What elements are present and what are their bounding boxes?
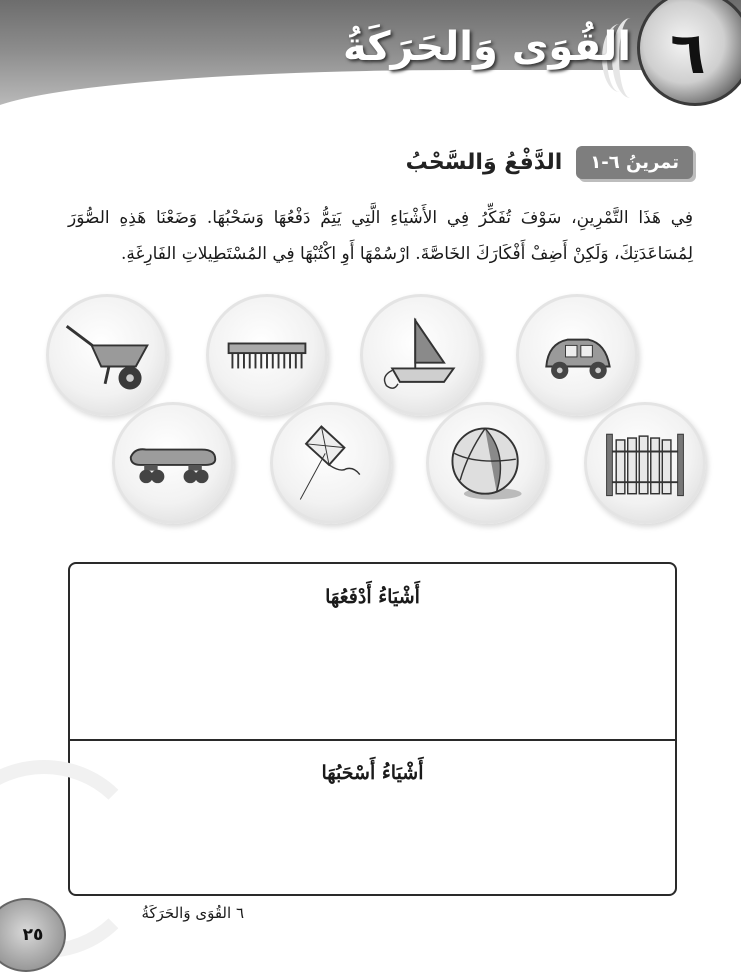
brush-icon [219, 307, 315, 403]
picture-car [516, 294, 638, 416]
exercise-tag: تمرينُ ٦-١ [576, 146, 693, 179]
gate-icon [597, 415, 693, 511]
push-section-label: أَشْيَاءُ أَدْفَعُهَا [325, 586, 420, 608]
wheelbarrow-icon [59, 307, 155, 403]
table-divider [70, 739, 675, 741]
page-number: ٢٥ [22, 925, 44, 945]
sailboat-icon [373, 307, 469, 403]
instructions-text: فِي هَذَا التَّمْرِينِ، سَوْفَ تُفَكِّرُ فِي الأَشْيَاءِ الَّتِي يَتِمُّ دَفْعُهَا وَسَحْبُهَا. وَضَعْنَا هَذِهِ الصُّوَرَ لِمُسَاعَدَتِكَ، وَلَكِنْ أَضِفْ أَفْكَارَكَ الخَاصَّةَ. ارْسُمْهَا أَوِ اكْتُبْهَا فِي المُسْتَطِيلاتِ الفَارِغَةِ. [68, 208, 693, 264]
picture-kite [270, 402, 392, 524]
chapter-number: ٦ [670, 19, 706, 87]
exercise-heading [406, 142, 693, 182]
footer-chapter-ref: ٦ القُوَى وَالحَرَكَةُ [141, 904, 244, 922]
ball-icon [439, 415, 535, 511]
pull-section-label: أَشْيَاءُ أَسْحَبُهَا [321, 762, 424, 784]
picture-gate [584, 402, 706, 524]
picture-grid [0, 290, 741, 530]
skateboard-icon [125, 415, 221, 511]
push-pull-table [68, 562, 677, 896]
chapter-title: القُوَى وَالحَرَكَةُ [342, 24, 631, 70]
exercise-title: الدَّفْعُ وَالسَّحْبُ [405, 149, 563, 175]
picture-brush [206, 294, 328, 416]
picture-ball [426, 402, 548, 524]
kite-icon [283, 415, 379, 511]
picture-sailboat [360, 294, 482, 416]
chapter-header [0, 0, 741, 110]
car-icon [529, 307, 625, 403]
picture-wheelbarrow [46, 294, 168, 416]
picture-skateboard [112, 402, 234, 524]
